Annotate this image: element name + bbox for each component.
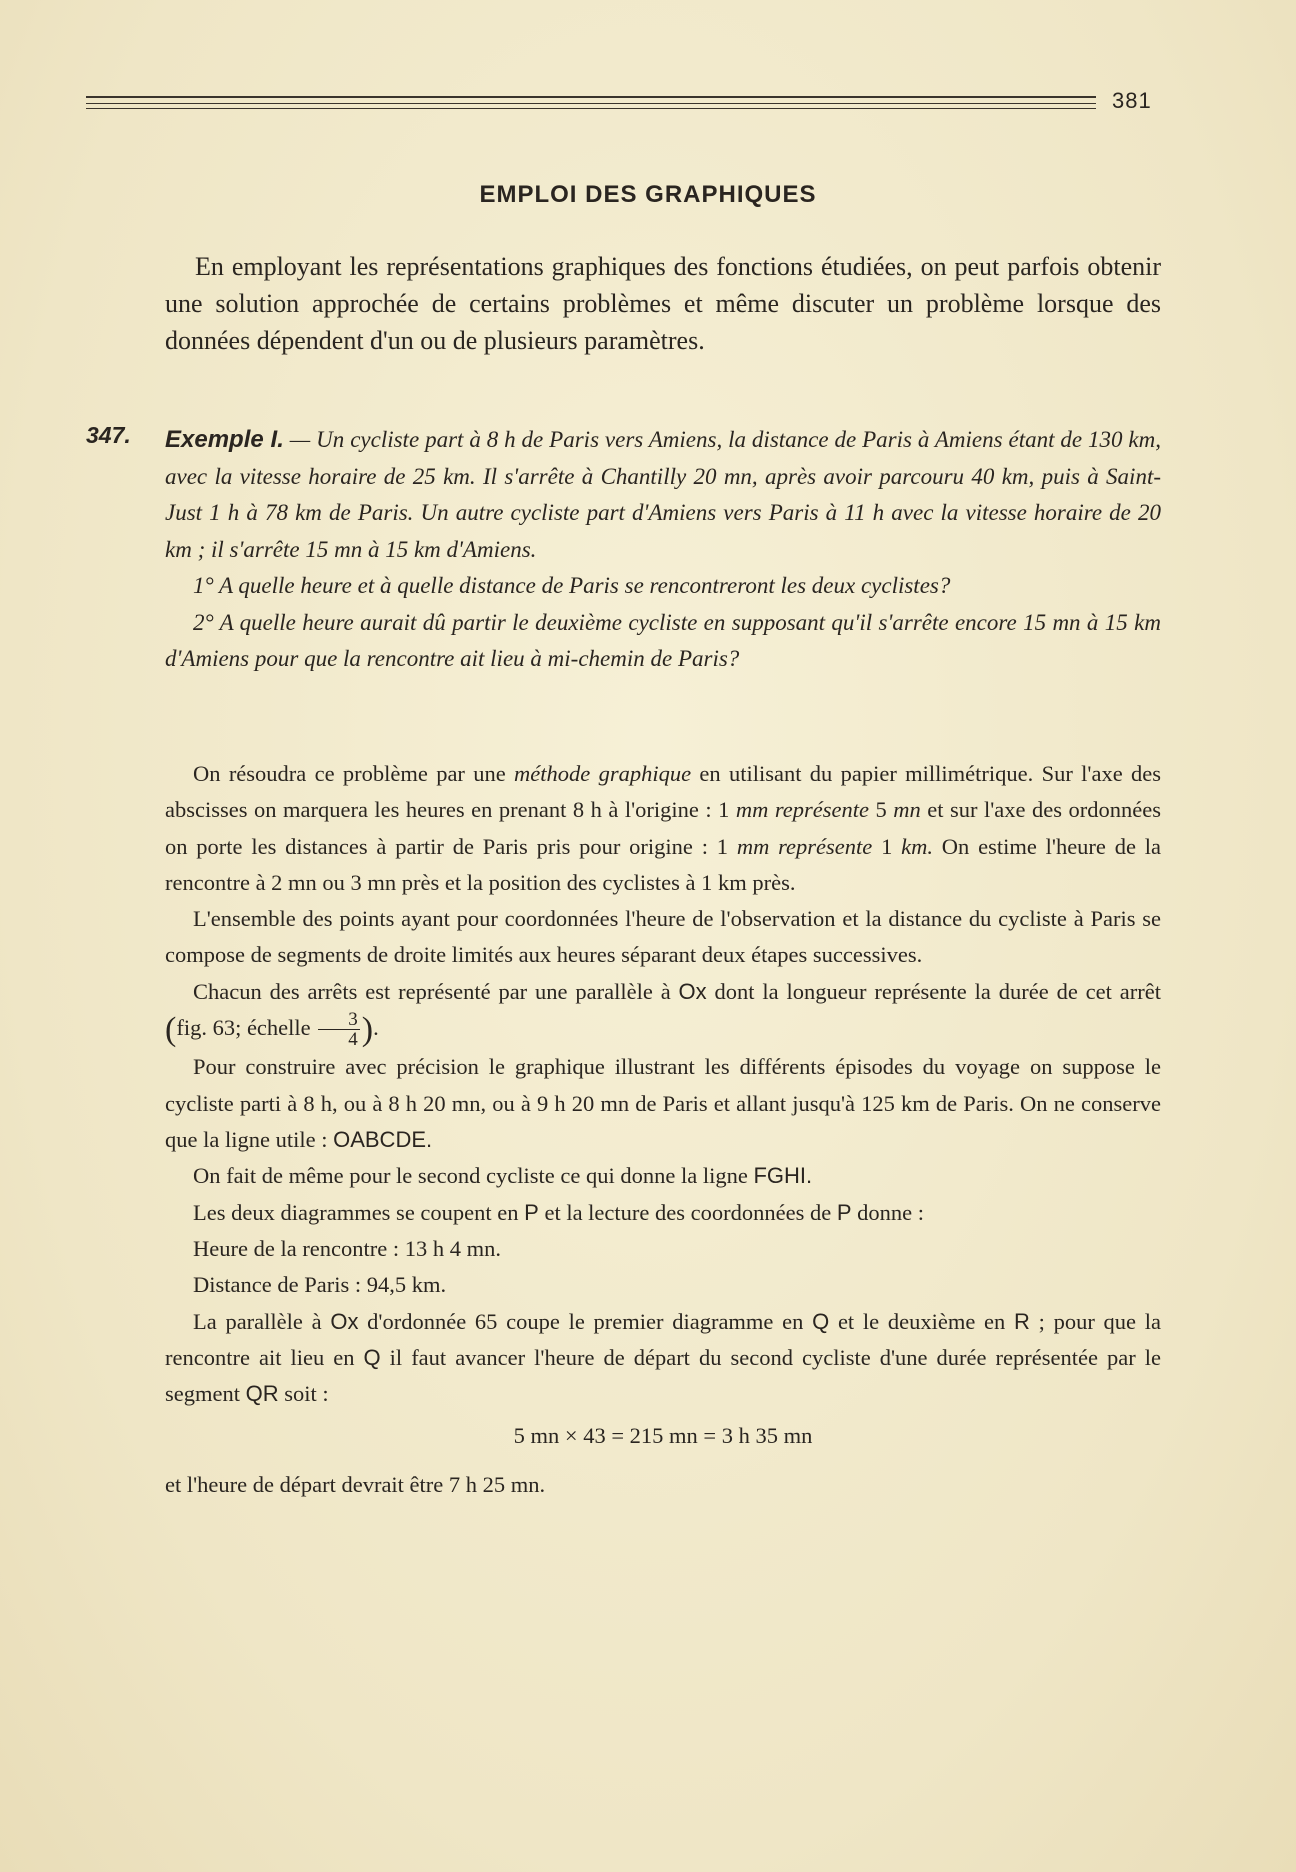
result-distance: Distance de Paris : 94,5 km. (193, 1272, 447, 1298)
section-title: EMPLOI DES GRAPHIQUES (479, 181, 817, 208)
point-label: P (524, 1199, 539, 1225)
text-italic: méthode graphique (514, 761, 692, 786)
text: soit : (278, 1381, 329, 1407)
page-number: 381 (1112, 88, 1152, 113)
conclusion: et l'heure de départ devrait être 7 h 25 mn. (165, 1471, 546, 1497)
text-italic: mn (893, 797, 921, 823)
figure-reference: fig. 63; échelle (176, 1015, 317, 1041)
text: d'ordonnée 65 coupe le premier diagramme en (358, 1308, 813, 1334)
text-italic: mm représente (736, 833, 873, 859)
text: 1 (872, 833, 902, 859)
header-rule (86, 96, 1096, 98)
text-italic: mm représente (735, 797, 870, 823)
paren-open: ( (165, 1010, 177, 1048)
example-dash: — (283, 427, 317, 452)
header-rules (86, 94, 1096, 110)
text: et le deuxième en (829, 1308, 1014, 1334)
point-label: R (1014, 1308, 1030, 1334)
axis-label: Ox (330, 1308, 359, 1334)
text: en utilisant du papier millimétrique. Sur l'axe des abscisses on marquera les heures en prenant 8 h à l'origine : 1 (165, 761, 1161, 823)
example-number: 347. (86, 422, 131, 448)
fraction-denominator: 4 (348, 1029, 358, 1051)
line-label: OABCDE. (333, 1127, 433, 1153)
point-label: Q (363, 1344, 381, 1370)
fraction-numerator: 3 (318, 1010, 360, 1030)
question-1: 1° A quelle heure et à quelle distance de Paris se rencontreront les deux cyclistes? (193, 573, 951, 598)
text: On estime l'heure de la rencontre à 2 mn ou 3 mn près et la position des cyclistes à 1 km près. (165, 833, 1161, 895)
text: donne : (851, 1199, 925, 1225)
text: ; pour que la rencontre ait lieu en (165, 1308, 1161, 1370)
text-italic: km. (901, 833, 933, 859)
header-rule (86, 103, 1096, 104)
header-rule (86, 108, 1096, 109)
text: On résoudra ce problème par une (193, 761, 515, 786)
text: La parallèle à (193, 1308, 331, 1334)
text: Les deux diagrammes se coupent en (193, 1199, 525, 1225)
paragraph-construction (165, 1049, 1161, 1158)
text: Pour construire avec précision le graphique illustrant les différents épisodes du voyage on suppose le cycliste parti à 8 h, ou à 8 h 20 mn, ou à 9 h 20 mn de Paris et allant jusqu'à 125 km de Paris. On ne conserve que la ligne utile : (165, 1054, 1161, 1153)
text: et la lecture des coordonnées de (538, 1199, 837, 1225)
example-statement-text: Un cycliste part à 8 h de Paris vers Amiens, la distance de Paris à Amiens étant de 130 km, avec la vitesse horaire de 25 km. Il s'arrête à Chantilly 20 mn, après avoir parcouru 40 km, puis à Saint-Just 1 h à 78 km de Paris. Un autre cycliste part d'Amiens vers Paris à 11 h avec la vitesse horaire de 20 km ; il s'arrête 15 mn à 15 km d'Amiens. (165, 427, 1161, 562)
question-2: 2° A quelle heure aurait dû partir le deuxième cycliste en supposant qu'il s'arrête encore 15 mn à 15 km d'Amiens pour que la rencontre ait lieu à mi-chemin de Paris? (165, 609, 1161, 671)
text: il faut avancer l'heure de départ du second cycliste d'une durée représentée par le segment (165, 1344, 1161, 1407)
example-block (165, 422, 1161, 678)
text: On fait de même pour le second cycliste ce qui donne la ligne (193, 1163, 754, 1189)
segment-label: QR (245, 1381, 279, 1407)
intro-paragraph (165, 248, 1161, 359)
paragraph-parallel (165, 1304, 1161, 1413)
point-label: Q (812, 1308, 830, 1334)
text: Chacun des arrêts est représenté par une parallèle à (193, 978, 679, 1004)
text: et sur l'axe des ordonnées on porte les distances à partir de Paris pris pour origine : 1 (165, 797, 1161, 859)
paragraph-stops: Chacun des arrêts est représenté par une parallèle à Ox dont la longueur représente la durée de cet arrêt (fig. 63; échelle $\frac{3}{4}$ ). (165, 978, 1161, 1051)
example-statement (165, 422, 1161, 568)
result-time: Heure de la rencontre : 13 h 4 mn. (193, 1235, 502, 1261)
example-label: Exemple I. (165, 426, 284, 453)
text: dont la longueur représente la durée de cet arrêt (706, 978, 1161, 1004)
axis-label: Ox (678, 978, 707, 1004)
paragraph-second-cyclist (165, 1158, 1161, 1194)
scale-fraction (318, 1010, 360, 1049)
line-label: FGHI. (753, 1163, 813, 1189)
paragraph-intersection (165, 1195, 1161, 1231)
paren-close: ) (361, 1010, 374, 1048)
paragraph-segments: L'ensemble des points ayant pour coordonnées l'heure de l'observation et la distance du cycliste à Paris se compose de segments de droite limités aux heures séparant deux étapes successives. (165, 906, 1161, 968)
point-label: P (836, 1199, 852, 1225)
intro-text: En employant les représentations graphiques des fonctions étudiées, on peut parfois obtenir une solution approchée de certains problèmes et même discuter un problème lorsque des données dépendent d'un ou de plusieurs paramètres. (165, 252, 1161, 355)
paragraph-method (165, 756, 1161, 901)
formula: 5 mn × 43 = 215 mn = 3 h 35 mn (513, 1423, 813, 1449)
solution-body (165, 756, 1161, 1503)
text: 5 (869, 797, 894, 823)
